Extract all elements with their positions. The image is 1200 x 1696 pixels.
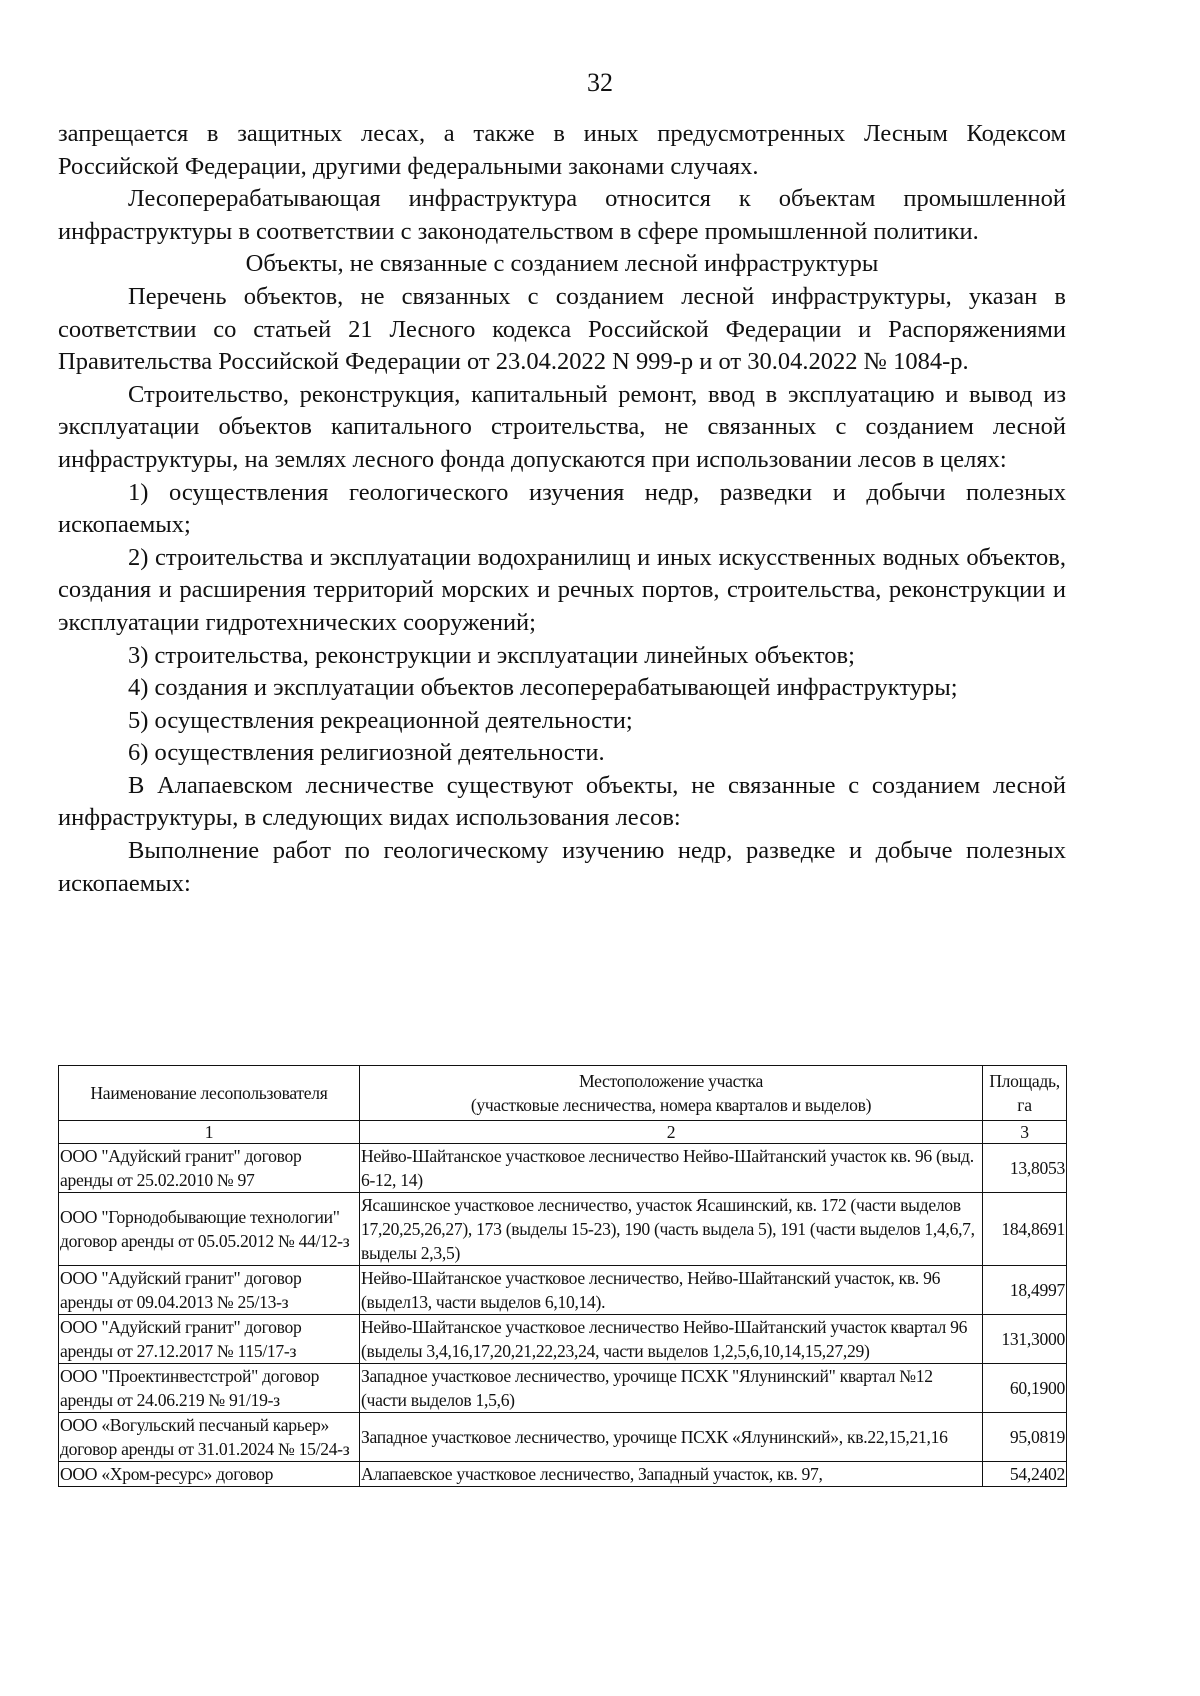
paragraph: 6) осуществления религиозной деятельности. bbox=[128, 739, 605, 767]
column-number-3: 3 bbox=[983, 1121, 1067, 1144]
table-row bbox=[59, 1315, 1067, 1364]
cell-area: 18,4997 bbox=[983, 1266, 1067, 1315]
cell-user: ООО "Адуйский гранит" договор аренды от 27.12.2017 № 115/17-з bbox=[59, 1315, 360, 1364]
paragraph: В Алапаевском лесничестве существуют объекты, не связанные с созданием лесной инфраструктуры, в следующих видах использования лесов: bbox=[58, 771, 1066, 832]
cell-user: ООО "Адуйский гранит" договор аренды от 09.04.2013 № 25/13-з bbox=[59, 1266, 360, 1315]
cell-location: Алапаевское участковое лесничество, Западный участок, кв. 97, bbox=[360, 1462, 983, 1487]
paragraph: 1) осуществления геологического изучения недр, разведки и добычи полезных ископаемых; bbox=[58, 478, 1066, 539]
forest-users-table bbox=[58, 1065, 1067, 1487]
cell-user: ООО "Горнодобывающие технологии" договор аренды от 05.05.2012 № 44/12-з bbox=[59, 1193, 360, 1266]
header-user: Наименование лесопользователя bbox=[59, 1066, 360, 1121]
table-body bbox=[59, 1144, 1067, 1487]
table-row bbox=[59, 1413, 1067, 1462]
cell-location: Западное участковое лесничество, урочище ПСХК «Ялунинский», кв.22,15,21,16 bbox=[360, 1413, 983, 1462]
cell-location: Нейво-Шайтанское участковое лесничество, Нейво-Шайтанский участок, кв. 96 (выдел13, части выделов 6,10,14). bbox=[360, 1266, 983, 1315]
section-heading: Объекты, не связанные с созданием лесной инфраструктуры bbox=[245, 250, 879, 278]
paragraph: запрещается в защитных лесах, а также в иных предусмотренных Лесным Кодексом Российской Федерации, другими федеральными законами случаях. bbox=[58, 120, 1066, 180]
table-row bbox=[59, 1364, 1067, 1413]
cell-area: 184,8691 bbox=[983, 1193, 1067, 1266]
cell-user: ООО "Проектинвестстрой" договор аренды от 24.06.219 № 91/19-з bbox=[59, 1364, 360, 1413]
cell-location: Ясашинское участковое лесничество, участок Ясашинский, кв. 172 (части выделов 17,20,25,26,27), 173 (выделы 15-23), 190 (часть выдела 5), 191 (части выделов 1,4,6,7, выделы 2,3,5) bbox=[360, 1193, 983, 1266]
header-area: Площадь, га bbox=[983, 1066, 1067, 1121]
table-row bbox=[59, 1193, 1067, 1266]
paragraph: Выполнение работ по геологическому изучению недр, разведке и добыче полезных ископаемых: bbox=[58, 837, 1066, 897]
table-row bbox=[59, 1462, 1067, 1487]
column-numbers-row bbox=[59, 1121, 1067, 1144]
table-row bbox=[59, 1266, 1067, 1315]
cell-user: ООО «Хром-ресурс» договор bbox=[59, 1462, 360, 1487]
cell-area: 54,2402 bbox=[983, 1462, 1067, 1487]
cell-user: ООО "Адуйский гранит" договор аренды от 25.02.2010 № 97 bbox=[59, 1144, 360, 1193]
table-header-row bbox=[59, 1066, 1067, 1121]
paragraph: 3) строительства, реконструкции и эксплуатации линейных объектов; bbox=[128, 641, 855, 669]
table-row bbox=[59, 1144, 1067, 1193]
paragraph: Перечень объектов, не связанных с созданием лесной инфраструктуры, указан в соответствии со статьей 21 Лесного кодекса Российской Федерации и Распоряжениями Правительства Российской Федерации от 23.04.2022 N 999-р и от 30.04.2022 № 1084-р. bbox=[58, 282, 1066, 376]
paragraph: Лесоперерабатывающая инфраструктура относится к объектам промышленной инфраструктуры в соответствии с законодательством в сфере промышленной политики. bbox=[58, 185, 1066, 245]
cell-area: 60,1900 bbox=[983, 1364, 1067, 1413]
column-number-2: 2 bbox=[360, 1121, 983, 1144]
paragraph: 4) создания и эксплуатации объектов лесоперерабатывающей инфраструктуры; bbox=[128, 674, 958, 702]
paragraph: 5) осуществления рекреационной деятельности; bbox=[128, 706, 633, 734]
paragraph: Строительство, реконструкция, капитальный ремонт, ввод в эксплуатацию и вывод из эксплуатации объектов капитального строительства, не связанных с созданием лесной инфраструктуры, на землях лесного фонда допускаются при использовании лесов в целях: bbox=[58, 380, 1066, 473]
cell-location: Нейво-Шайтанское участковое лесничество Нейво-Шайтанский участок кв. 96 (выд. 6-12, 14) bbox=[360, 1144, 983, 1193]
document-body bbox=[58, 118, 1066, 900]
cell-area: 13,8053 bbox=[983, 1144, 1067, 1193]
cell-location: Западное участковое лесничество, урочище ПСХК "Ялунинский" квартал №12 (части выделов 1,5,6) bbox=[360, 1364, 983, 1413]
cell-location: Нейво-Шайтанское участковое лесничество Нейво-Шайтанский участок квартал 96 (выделы 3,4,16,17,20,21,22,23,24, части выделов 1,2,5,6,10,14,15,27,29) bbox=[360, 1315, 983, 1364]
header-location: Местоположение участка (участковые лесничества, номера кварталов и выделов) bbox=[360, 1066, 983, 1121]
page-number: 32 bbox=[587, 68, 613, 97]
paragraph: 2) строительства и эксплуатации водохранилищ и иных искусственных водных объектов, создания и расширения территорий морских и речных портов, строительства, реконструкции и эксплуатации гидротехнических сооружений; bbox=[58, 543, 1066, 636]
cell-area: 95,0819 bbox=[983, 1413, 1067, 1462]
column-number-1: 1 bbox=[59, 1121, 360, 1144]
cell-area: 131,3000 bbox=[983, 1315, 1067, 1364]
cell-user: ООО «Вогульский песчаный карьер» договор аренды от 31.01.2024 № 15/24-з bbox=[59, 1413, 360, 1462]
